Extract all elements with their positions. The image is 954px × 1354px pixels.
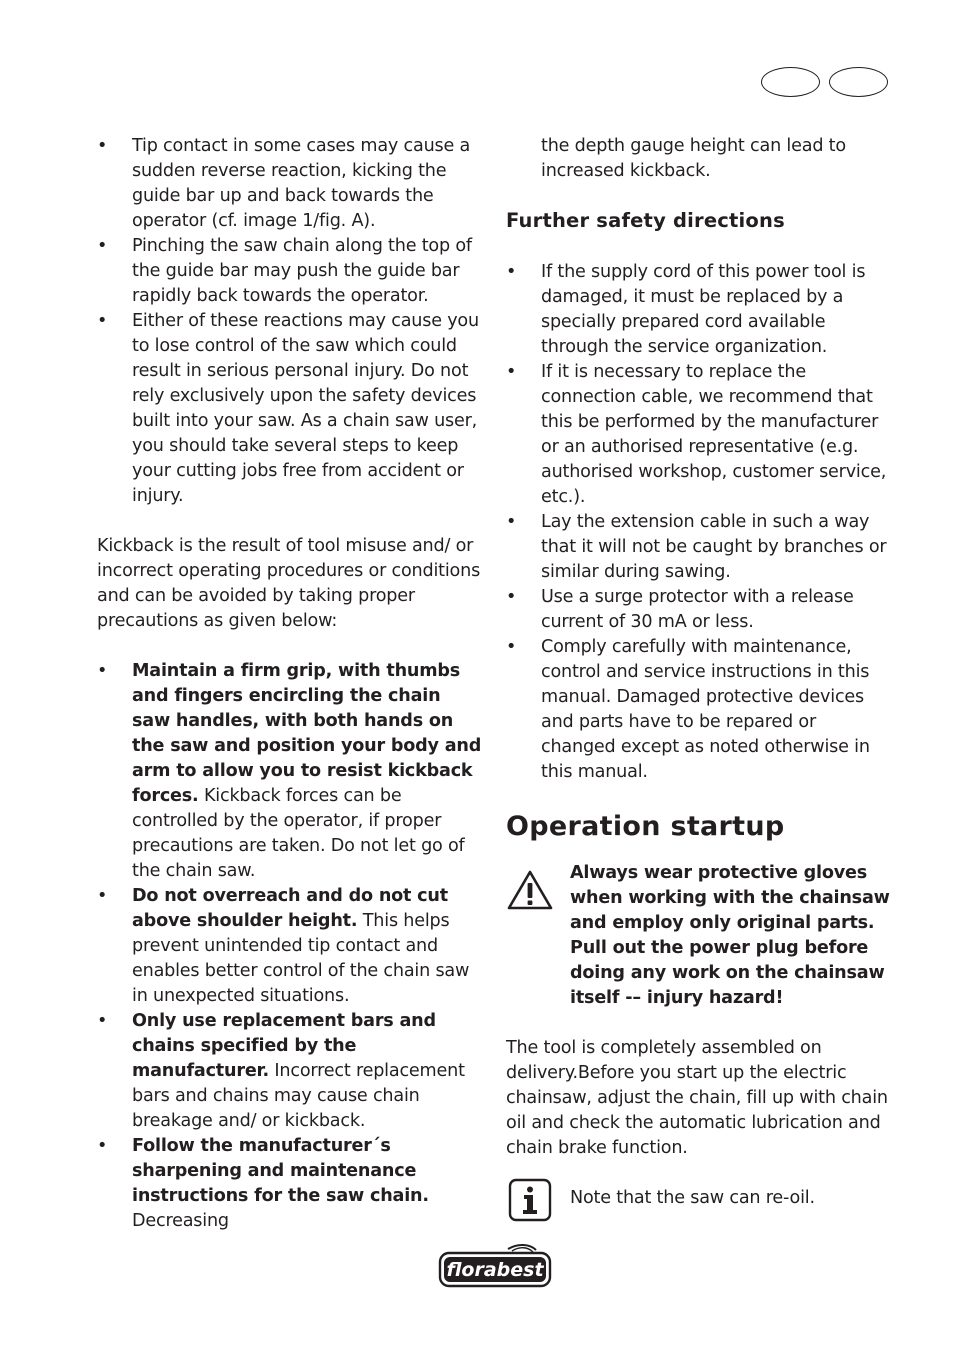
list-item-bold: Maintain a firm grip, with thumbs and fingers encircling the chain saw handles, with both hands on the saw and position your body and arm to allow you to resist kickback forces. — [132, 661, 482, 806]
list-item-text: Decreasing — [132, 1211, 229, 1231]
list-item — [97, 884, 483, 1009]
left-column — [97, 134, 483, 1234]
list-item: • Use a surge protector with a release current of 30 mA or less. — [506, 585, 890, 635]
list-item-bold: Only use replacement bars and chains specified by the manufacturer. — [132, 1011, 436, 1081]
kickback-causes-list — [97, 134, 483, 509]
list-item: • Lay the extension cable in such a way that it will not be caught by branches or similar during sawing. — [506, 510, 890, 585]
list-item-bold: Follow the manufacturer´s sharpening and maintenance instructions for the saw chain. — [132, 1136, 429, 1206]
precautions-list — [97, 659, 483, 1234]
language-markers — [761, 67, 891, 99]
language-oval-icon — [761, 67, 820, 97]
further-safety-heading: Further safety directions — [506, 209, 785, 232]
list-item-text: This helps prevent unintended tip contact and enables better control of the chain saw in unexpected situations. — [132, 911, 470, 1006]
list-item: • If it is necessary to replace the connection cable, we recommend that this be performed by the manufacturer or an authorised representative (e.g. authorised workshop, customer service, etc.). — [506, 360, 890, 510]
operation-startup-heading: Operation startup — [506, 811, 785, 842]
florabest-logo — [438, 1243, 552, 1289]
list-item — [97, 659, 483, 884]
info-icon — [508, 1178, 552, 1222]
list-item-text: Kickback forces can be controlled by the operator, if proper precautions are taken. Do not let go of the chain saw. — [132, 786, 465, 881]
list-item: • Tip contact in some cases may cause a sudden reverse reaction, kicking the guide bar up and back towards the operator (cf. image 1/fig. A). — [97, 134, 483, 234]
list-item: • Pinching the saw chain along the top of the guide bar may push the guide bar rapidly back towards the operator. — [97, 234, 483, 309]
kickback-paragraph: Kickback is the result of tool misuse and/ or incorrect operating procedures or conditions and can be avoided by taking proper precautions as given below: — [97, 536, 481, 631]
list-item-bold: Do not overreach and do not cut above shoulder height. — [132, 886, 448, 931]
note-text: Note that the saw can re-oil. — [570, 1188, 815, 1208]
list-item: • If the supply cord of this power tool is damaged, it must be replaced by a specially prepared cord available through the service organization. — [506, 260, 890, 360]
list-item — [97, 1134, 483, 1234]
warning-text: Always wear protective gloves when working with the chainsaw and employ only original parts. Pull out the power plug before doing any work on the chainsaw itself -– injury hazard! — [570, 863, 890, 1008]
warning-block — [506, 861, 890, 1011]
svg-text:florabest: florabest — [446, 1259, 544, 1281]
list-item: • Comply carefully with maintenance, control and service instructions in this manual. Damaged protective devices and parts have to be repared or changed except as noted otherwise in this manual. — [506, 635, 890, 785]
list-item-text: Incorrect replacement bars and chains may cause chain breakage and/ or kickback. — [132, 1061, 465, 1131]
list-item: • Either of these reactions may cause you to lose control of the saw which could result in serious personal injury. Do not rely exclusively upon the safety devices built into your saw. As a chain saw user, you should take several steps to keep your cutting jobs free from accident or injury. — [97, 309, 483, 509]
warning-triangle-icon — [506, 869, 554, 911]
startup-paragraph: The tool is completely assembled on delivery.Before you start up the electric chainsaw, adjust the chain, fill up with chain oil and check the automatic lubrication and chain brake function. — [506, 1038, 888, 1158]
note-block — [506, 1186, 890, 1211]
language-oval-icon — [829, 67, 888, 97]
further-safety-list — [506, 260, 890, 785]
right-column — [506, 134, 890, 1211]
list-item — [97, 1009, 483, 1134]
continuation-text: the depth gauge height can lead to increased kickback. — [541, 136, 846, 181]
